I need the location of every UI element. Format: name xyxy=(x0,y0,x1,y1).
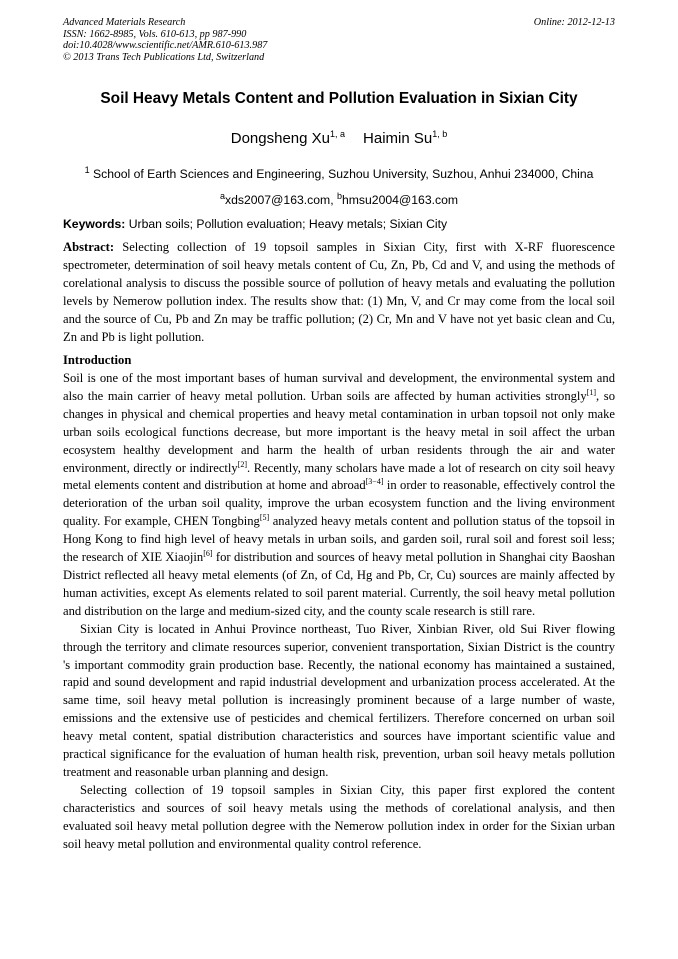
publication-info xyxy=(63,17,443,63)
author-list xyxy=(0,130,678,147)
keywords-label: Keywords: xyxy=(63,217,126,231)
keywords-text: Urban soils; Pollution evaluation; Heavy metals; Sixian City xyxy=(128,217,448,231)
paragraph-text-segment: for distribution and sources of heavy metal pollution in Shanghai city Baoshan District reflected all heavy metal elements (of Zn, of Cd, Hg and Pb, Cr, Cu) sources are mainly affected by human activities, except As elements related to soil parent material. Currently, the soil heavy metal pollution and distribution on the large and medium-sized city, and the county scale research is still rare. xyxy=(63,550,615,618)
email-address[interactable]: xds2007@163.com xyxy=(224,193,331,207)
abstract xyxy=(63,239,615,346)
citation-reference[interactable]: [3−4] xyxy=(365,477,384,487)
paragraph-text-segment: , so changes in physical and chemical properties and heavy metal contamination in urban topsoil not only make urban soils ecological functions decrease, but more important is the heavy metal in soil affect the urban ecosystem healthy development and harm the health of urban residents through the air and water environment, directly or indirectly xyxy=(63,388,615,475)
paragraph-text-segment: Soil is one of the most important bases of human survival and development, the environmental system and also the main carrier of heavy metal pollution. Urban soils are affected by human activities strongly xyxy=(63,371,615,403)
paragraph-text-segment: . Recently, many scholars have made a lot of research on city soil heavy metal elements content and distribution at home and abroad xyxy=(63,460,615,493)
email-mark: a xyxy=(219,190,225,201)
doi-line: doi:10.4028/www.scientific.net/AMR.610-613.987 xyxy=(63,40,268,51)
author-emails xyxy=(0,190,678,207)
introduction-heading: Introduction xyxy=(63,353,132,367)
affiliation-text: School of Earth Sciences and Engineering, Suzhou University, Suzhou, Anhui 234000, China xyxy=(92,167,594,181)
journal-name: Advanced Materials Research xyxy=(63,17,186,28)
author-affiliation-mark: 1, b xyxy=(432,129,448,139)
citation-reference[interactable]: [2] xyxy=(237,459,248,469)
introduction-paragraph-2: Sixian City is located in Anhui Province northeast, Tuo River, Xinbian River, old Sui River flowing through the territory and climate resources superior, convenient transportation, Sixian District is the country 's important commodity grain production base. Recently, the national economy has maintained a sustained, rapid and sound development and rapid industrial development and urbanization process accelerated. At the same time, soil heavy metal pollution is increasingly prominent because of a large number of waste, emissions and the extensive use of pesticides and chemical fertilizers. Therefore concerned on urban soil heavy metal content, spatial distribution characteristics and sources have important scientific value and practical significance for the evaluation of human health risk, prevention, urban soil heavy metals pollution treatment and reasonable urban planning and design. xyxy=(63,621,615,779)
author-affiliation-mark: 1, a xyxy=(330,129,346,139)
abstract-text: Selecting collection of 19 topsoil samples in Sixian City, first with X-RF fluorescence spectrometer, determination of soil heavy metals content of Cu, Zn, Pb, Cd and V, and using the methods of corelational analysis to discuss the possible source of pollution of heavy metals and evaluating the pollution levels by Nemerow pollution index. The results show that: (1) Mn, V, and Cr may come from the local soil and the source of Cu, Pb and Zn may be traffic pollution; (2) Cr, Mn and V have not yet basic clean and Cu, Zn and Pb is light pollution. xyxy=(63,240,616,344)
paper-title: Soil Heavy Metals Content and Pollution Evaluation in Sixian City xyxy=(100,90,578,107)
online-date: Online: 2012-12-13 xyxy=(533,17,615,28)
affiliation xyxy=(0,164,678,181)
citation-reference[interactable]: [5] xyxy=(259,513,270,523)
affiliation-mark: 1 xyxy=(84,164,90,175)
paragraph-text-segment: analyzed heavy metals content and pollution status of the topsoil in Hong Kong to find high level of heavy metals in urban soils, and garden soil, rural soil and forest soil less; the research of XIE Xiaojin xyxy=(63,514,615,565)
keywords xyxy=(63,217,615,231)
issn-line: ISSN: 1662-8985, Vols. 610-613, pp 987-990 xyxy=(63,28,247,40)
email-address[interactable]: hmsu2004@163.com xyxy=(341,193,459,207)
email-mark: b xyxy=(336,190,342,201)
author-name: Dongsheng Xu xyxy=(230,130,330,147)
author-name: Haimin Su xyxy=(363,130,433,147)
citation-reference[interactable]: [6] xyxy=(203,548,213,558)
paragraph-text-segment: in order to reasonable, effectively control the deterioration of the urban soil quality, improve the urban ecosystem function and the living environment quality. For example, CHEN Tongbing xyxy=(63,478,615,529)
abstract-label: Abstract: xyxy=(63,240,115,254)
copyright-line: © 2013 Trans Tech Publications Ltd, Switzerland xyxy=(63,51,265,63)
introduction-body xyxy=(63,370,615,853)
email-separator: , xyxy=(330,193,337,207)
introduction-paragraph-3: Selecting collection of 19 topsoil samples in Sixian City, this paper first explored the content characteristics and sources of soil heavy metals using the methods of corelational analysis, and then evaluated soil heavy metal pollution degree with the Nemerow pollution index in order for the Sixian urban soil heavy metal pollution and environmental quality control reference. xyxy=(63,782,615,851)
introduction-paragraph-1 xyxy=(63,370,615,621)
citation-reference[interactable]: [1] xyxy=(586,387,597,397)
